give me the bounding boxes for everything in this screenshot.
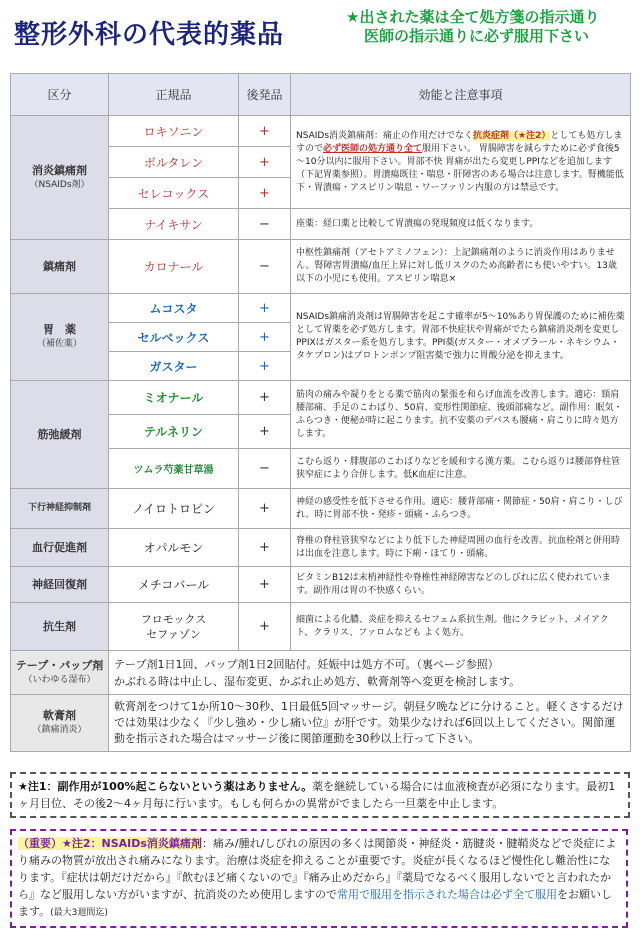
medicine-table [10,73,631,752]
category-muscle: 筋弛緩剤 [11,381,109,489]
generic-mark: + [239,381,291,415]
note2-tail: をお願いします。 [18,888,612,918]
drug-gaster: ガスター [109,352,239,381]
header-brand: 正規品 [109,74,239,116]
table-row [11,116,631,147]
note2-highlight: 常用で服用を指示された場合は必ず全て服用 [337,888,557,901]
category-antibiotic: 抗生剤 [11,603,109,651]
category-stomach: 胃 薬 （補佐薬） [11,294,109,381]
table-row [11,695,631,752]
note2-tag: （重要）★注2：NSAIDs消炎鎮痛剤 [18,837,202,850]
generic-mark: + [239,116,291,147]
generic-mark: + [239,323,291,352]
drug-antibiotic: フロモックス セファゾン [109,603,239,651]
table-row [11,567,631,603]
tape-description: テープ剤1日1回、パップ剤1日2回貼付。妊娠中は処方不可。（裏ページ参照） かぶれる時は中止し、湿布変更、かぶれ止め処方、軟膏剤等へ変更を検討します。 [109,651,631,695]
generic-mark: + [239,603,291,651]
table-row [11,529,631,567]
generic-mark: − [239,449,291,489]
drug-voltaren: ボルタレン [109,147,239,178]
category-blood: 血行促進剤 [11,529,109,567]
generic-mark: + [239,352,291,381]
generic-mark: − [239,240,291,294]
generic-mark: − [239,209,291,240]
note2-text: ：痛み/腫れ/しびれの原因の多くは関節炎・神経炎・筋腱炎・腱鞘炎などで炎症により痛みの物質が放出され痛みになります。治療は炎症を抑えることが重要です。炎症が長くなるほど慢性化し難治性になります。『症状は朝だけだから』『飲むほど痛くないので』『痛み止めだから』『薬局でなるべく服用しないでと言われたから』など服用しない方がいますが、抗消炎のため使用しますので [18,837,617,901]
generic-mark: + [239,415,291,449]
subtitle [346,8,640,46]
header-category: 区分 [11,74,109,116]
table-row [11,651,631,695]
generic-mark: + [239,567,291,603]
category-nsaids: 消炎鎮痛剤 （NSAIDs剤） [11,116,109,240]
drug-selbex: セルベックス [109,323,239,352]
category-analgesic: 鎮痛剤 [11,240,109,294]
drug-calonal: カロナール [109,240,239,294]
drug-methycobal: メチコバール [109,567,239,603]
table-header [11,74,631,116]
header-generic: 後発品 [239,74,291,116]
drug-ternelin: テルネリン [109,415,239,449]
suppository-note: 座薬：経口薬と比較して胃潰瘍の発現頻度は低くなります。 [291,209,631,240]
drug-shakuyaku: ツムラ芍薬甘草湯 [109,449,239,489]
drug-myonal: ミオナール [109,381,239,415]
table-row [11,294,631,323]
table-row [11,489,631,529]
category-tape: テープ・パップ剤 （いわゆる湿布） [11,651,109,695]
neuro-description: 神経の感受性を低下させる作用。適応：腰背部痛・関節症・50肩・肩こり・しびれ。時に胃部不快・発疹・頭痛・ふらつき。 [291,489,631,529]
stomach-description: NSAIDs鎮痛消炎剤は胃腸障害を起こす確率が5～10%あり胃保護のために補佐薬として胃薬を必ず処方します。胃部不快症状や胃痛がでたら鎮痛消炎剤を変更しPPIⅩはガスター系を処方します。PPI薬(ガスター・オメプラール・ネキシウム・タケプロン)はプロトンポンプ阻害薬で強力に胃酸分泌を抑えます。 [291,294,631,381]
note-side-effects [10,772,630,818]
drug-neurotropin: ノイロトロピン [109,489,239,529]
drug-naixan: ナイキサン [109,209,239,240]
generic-mark: + [239,529,291,567]
generic-mark: + [239,489,291,529]
header-effect: 効能と注意事項 [291,74,631,116]
category-neuro: 下行神経抑制剤 [11,489,109,529]
nerve-description: ビタミンB12は末梢神経性や脊椎性神経障害などのしびれに広く使われています。副作用は胃の不快感くらい。 [291,567,631,603]
subtitle-line2: 医師の指示通りに必ず服用下さい [364,27,590,45]
table-row [11,603,631,651]
page-title: 整形外科の代表的薬品 [14,20,285,50]
generic-mark: + [239,147,291,178]
muscle-description: 筋肉の痛みや凝りをとる薬で筋肉の緊張を和らげ血流を改善します。適応：頸肩腰部痛、手足のこわばり、50肩、変形性関節症、後頭部痛など。副作用：眠気・ふらつき・便秘が時に起こります。抗不安薬のデパスも腰痛・肩こりに時々処方します。 [291,381,631,449]
drug-loxonin: ロキソニン [109,116,239,147]
subtitle-line1: ★出された薬は全て処方箋の指示通り [346,8,600,26]
generic-mark: + [239,178,291,209]
generic-mark: + [239,294,291,323]
blood-description: 脊椎の脊柱管狭窄などにより低下した神経周囲の血行を改善。抗血栓剤と併用時は出血を注意します。時に下痢・ほてり・頭痛。 [291,529,631,567]
category-nerve: 神経回復剤 [11,567,109,603]
note1-text: 薬を継続している場合には血液検査が必須になります。最初1ヶ月目位、その後2～4ヶ月毎に行います。もしも何らかの異常がでましたら一旦薬を中止します。 [18,780,616,810]
nsaids-description: NSAIDs消炎鎮痛剤：痛止の作用だけでなく抗炎症剤（★注2）としても処方しますので必ず医師の処方通り全て服用下さい。 胃腸障害を減らすために必ず食後5～10分以内に服用下さい。胃部不快 胃痛が出たら変更しPPIなどを追加します（下記胃薬参照）。胃潰瘍既往・喘息・肝障害のある場合は注意します。腎機能低下・胃潰瘍・アスピリン喘息・ワーファリン内服の方は禁忌です。 [291,116,631,209]
note1-label: ★注1：副作用が100%起こらないという薬はありません。 [18,780,313,793]
drug-mucosta: ムコスタ [109,294,239,323]
analgesic-description: 中枢性鎮痛剤（アセトアミノフェン）：上記鎮痛剤のように消炎作用はありません。腎障害胃潰瘍/血圧上昇に対し低リスクのため高齢者にも使いやすい。13歳以下の小児にも使用。アスピリン喘息× [291,240,631,294]
note2-small: (最大3週間迄) [50,908,108,918]
category-ointment: 軟膏剤 （鎮痛消炎） [11,695,109,752]
drug-celecox: セレコックス [109,178,239,209]
kampo-description: こむら返り・腓腹部のこわばりなどを緩和する漢方薬。こむら返りは腰部脊柱管狭窄症により合併します。低K血症に注意。 [291,449,631,489]
ointment-description: 軟膏剤をつけて1か所10～30秒、1日最低5回マッサージ。朝昼夕晩などに分けること。軽くさするだけでは効果は少なく『少し強め・少し痛い位』が肝です。効果少なければ6回以上してください。関節運動を指示された場合はマッサージ後に関節運動を30秒以上行って下さい。 [109,695,631,752]
antibiotic-description: 細菌による化膿、炎症を抑えるセフェム系抗生剤。他にクラビット、メイアクト、クラリス、ファロムなども よく処方。 [291,603,631,651]
table-row [11,240,631,294]
table-row [11,381,631,415]
note-nsaids [10,829,628,928]
drug-opalmon: オパルモン [109,529,239,567]
